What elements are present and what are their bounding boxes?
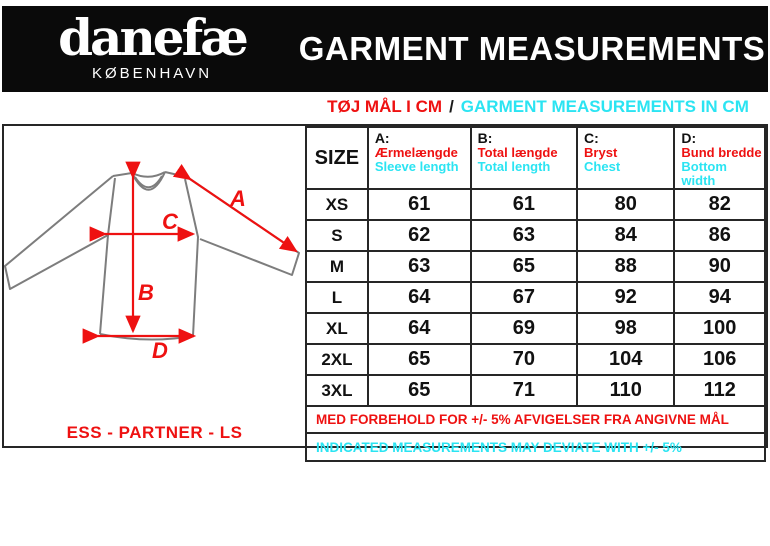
column-label-danish: Bryst — [584, 145, 618, 160]
size-cell: XS — [306, 189, 368, 220]
measurement-cell: 110 — [577, 375, 674, 406]
measurement-cell: 61 — [368, 189, 471, 220]
measurement-cell: 82 — [674, 189, 765, 220]
measurement-cell: 112 — [674, 375, 765, 406]
measurement-cell: 88 — [577, 251, 674, 282]
measurement-cell: 61 — [471, 189, 577, 220]
size-table — [305, 126, 766, 462]
subtitle-separator: / — [449, 97, 454, 116]
measurement-cell: 67 — [471, 282, 577, 313]
measurement-cell: 90 — [674, 251, 765, 282]
measurement-cell: 64 — [368, 282, 471, 313]
measurement-cell: 94 — [674, 282, 765, 313]
size-cell: S — [306, 220, 368, 251]
column-label-english: Sleeve length — [374, 159, 459, 174]
subtitle-danish: TØJ MÅL I CM — [327, 97, 443, 116]
size-cell: L — [306, 282, 368, 313]
column-label-danish: Total længde — [477, 145, 558, 160]
brand-header-bar — [2, 6, 768, 92]
column-label-danish: Bund bredde — [681, 145, 762, 160]
size-cell: 2XL — [306, 344, 368, 375]
measurement-cell: 106 — [674, 344, 765, 375]
measurement-cell: 98 — [577, 313, 674, 344]
measurement-cell: 63 — [471, 220, 577, 251]
column-label-english: Total length — [477, 159, 551, 174]
brand-wordmark: danefæ — [58, 8, 246, 67]
disclaimer-row-danish — [306, 406, 765, 433]
page-title: GARMENT MEASUREMENTS — [298, 30, 766, 67]
label-sleeve-a: A — [230, 186, 246, 211]
measurement-cell: 65 — [368, 344, 471, 375]
table-row — [306, 282, 765, 313]
measurement-cell: 80 — [577, 189, 674, 220]
size-cell: 3XL — [306, 375, 368, 406]
disclaimer-row-english — [306, 433, 765, 461]
measurement-cell: 70 — [471, 344, 577, 375]
table-row — [306, 220, 765, 251]
table-header-row — [306, 127, 765, 189]
column-key: C: — [584, 130, 599, 146]
measurement-cell: 71 — [471, 375, 577, 406]
shirt-outline — [5, 172, 299, 340]
measurement-cell: 64 — [368, 313, 471, 344]
column-key: B: — [477, 130, 493, 146]
style-code: ESS - PARTNER - LS — [66, 423, 243, 442]
measurement-cell: 63 — [368, 251, 471, 282]
measurement-panel — [2, 124, 768, 455]
column-key: D: — [681, 130, 697, 146]
brand-city: KØBENHAVN — [91, 65, 213, 82]
measurement-cell: 86 — [674, 220, 765, 251]
measurement-cell: 100 — [674, 313, 765, 344]
table-row — [306, 189, 765, 220]
size-cell: M — [306, 251, 368, 282]
table-row — [306, 251, 765, 282]
measurement-cell: 65 — [368, 375, 471, 406]
subtitle-english: GARMENT MEASUREMENTS IN CM — [460, 97, 749, 116]
column-label-english: Bottom width — [681, 159, 727, 188]
measurement-cell: 84 — [577, 220, 674, 251]
measurement-cell: 92 — [577, 282, 674, 313]
measurement-cell: 69 — [471, 313, 577, 344]
measurement-cell: 62 — [368, 220, 471, 251]
subtitle — [308, 97, 768, 121]
table-row — [306, 344, 765, 375]
disclaimer-danish: MED FORBEHOLD FOR +/- 5% AFVIGELSER FRA ANGIVNE MÅL — [306, 406, 765, 433]
label-bottom-d: D — [152, 338, 168, 363]
column-header-chest — [577, 127, 674, 189]
table-row — [306, 375, 765, 406]
column-header-total-length — [471, 127, 577, 189]
column-header-bottom-width — [674, 127, 765, 189]
size-cell: XL — [306, 313, 368, 344]
garment-diagram — [4, 134, 305, 420]
garment-diagram-panel — [4, 126, 305, 446]
column-label-english: Chest — [584, 159, 621, 174]
column-key: A: — [374, 130, 390, 146]
measurement-cell: 65 — [471, 251, 577, 282]
size-column-header: SIZE — [306, 127, 368, 189]
brand-logo — [38, 8, 266, 90]
label-chest-c: C — [162, 209, 178, 234]
column-header-sleeve — [368, 127, 471, 189]
disclaimer-english: INDICATED MEASUREMENTS MAY DEVIATE WITH +/- 5% — [306, 433, 765, 461]
table-row — [306, 313, 765, 344]
label-length-b: B — [138, 280, 154, 305]
column-label-danish: Ærmelængde — [374, 145, 458, 160]
measurement-cell: 104 — [577, 344, 674, 375]
